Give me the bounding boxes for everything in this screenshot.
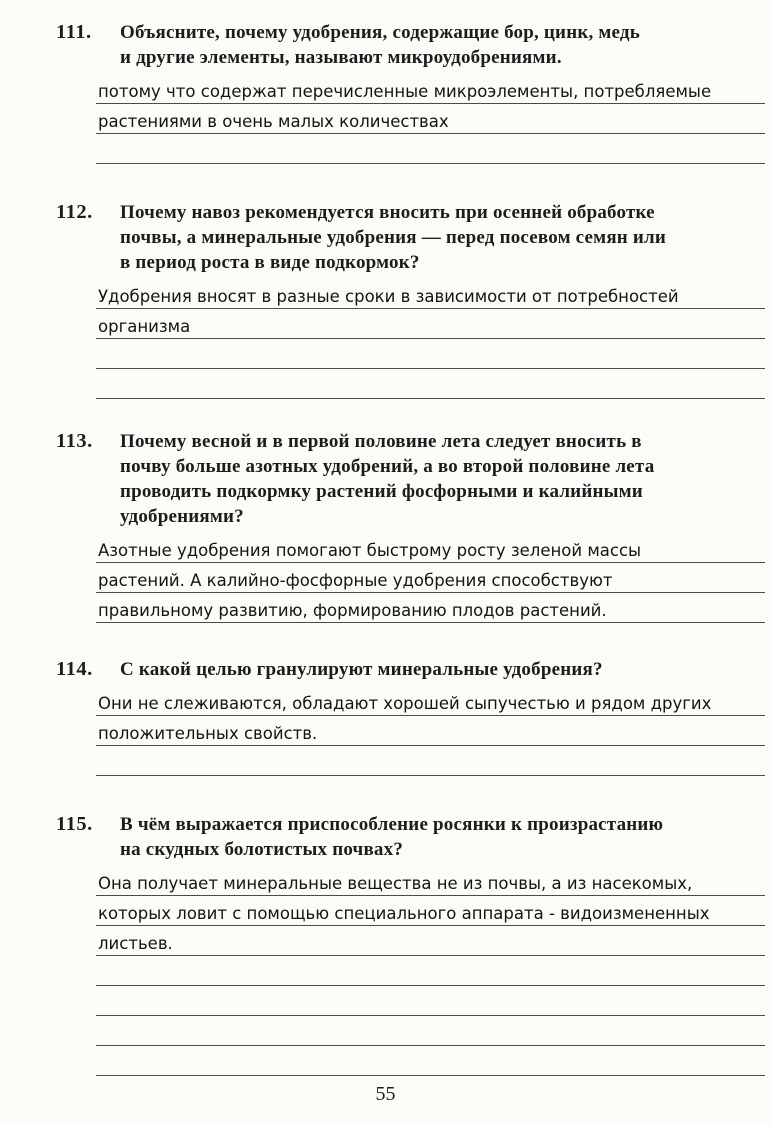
answer-text	[96, 984, 98, 985]
question-111-block	[0, 20, 771, 164]
question-text-line: Почему навоз рекомендуется вносить при осенней обработке	[120, 202, 655, 223]
answer-area	[96, 866, 765, 1076]
answer-area	[96, 686, 765, 776]
question-113-block	[0, 429, 771, 623]
answer-text: положительных свойств.	[98, 724, 318, 744]
question-text-line: в период роста в виде подкормок?	[120, 252, 420, 273]
answer-text	[96, 1074, 98, 1075]
question-text-line: удобрениями?	[120, 506, 244, 527]
answer-line	[96, 866, 765, 896]
answer-text: потому что содержат перечисленные микроэлементы, потребляемые	[98, 82, 712, 102]
answer-text	[96, 397, 98, 398]
answer-line	[96, 746, 765, 776]
page-number: 55	[375, 1083, 396, 1105]
answer-line	[96, 279, 765, 309]
answer-area	[96, 533, 765, 623]
answer-line	[96, 134, 765, 164]
answer-line	[96, 716, 765, 746]
question-text-line: В чём выражается приспособление росянки к произрастанию	[120, 814, 664, 835]
answer-text: растениями в очень малых количествах	[98, 112, 449, 132]
question-number: 115.	[56, 813, 93, 835]
answer-line	[96, 956, 765, 986]
question-text-line: Объясните, почему удобрения, содержащие бор, цинк, медь	[120, 22, 640, 43]
answer-line	[96, 593, 765, 623]
answer-text: Она получает минеральные вещества не из почвы, а из насекомых,	[98, 874, 693, 894]
answer-text: которых ловит с помощью специального аппарата - видоизмененных	[98, 904, 710, 924]
question-number: 112.	[56, 201, 93, 223]
answer-line	[96, 533, 765, 563]
question-text	[120, 657, 765, 682]
answer-text	[96, 162, 98, 163]
question-text	[120, 20, 765, 70]
answer-text	[96, 774, 98, 775]
question-text	[120, 812, 765, 862]
answer-line	[96, 986, 765, 1016]
answer-line	[96, 896, 765, 926]
question-text	[120, 429, 765, 529]
answer-area	[96, 74, 765, 164]
answer-line	[96, 309, 765, 339]
question-number: 111.	[56, 21, 92, 43]
question-text-line: и другие элементы, называют микроудобрениями.	[120, 47, 562, 68]
answer-text: правильному развитию, формированию плодов растений.	[98, 601, 607, 621]
answer-text: организма	[98, 317, 191, 337]
answer-text: листьев.	[98, 934, 173, 954]
question-text-line: Почему весной и в первой половине лета следует вносить в	[120, 431, 642, 452]
answer-line	[96, 926, 765, 956]
page-footer	[0, 1082, 771, 1106]
question-112-block	[0, 200, 771, 399]
answer-line	[96, 686, 765, 716]
question-114-block	[0, 657, 771, 776]
answer-text: Азотные удобрения помогают быстрому росту зеленой массы	[98, 541, 642, 561]
question-number: 113.	[56, 430, 93, 452]
question-text	[120, 200, 765, 275]
question-text-line: С какой целью гранулируют минеральные удобрения?	[120, 659, 603, 680]
answer-line	[96, 1016, 765, 1046]
answer-text: Удобрения вносят в разные сроки в зависимости от потребностей	[98, 287, 679, 307]
question-115-block	[0, 812, 771, 1076]
answer-text: Они не слеживаются, обладают хорошей сыпучестью и рядом других	[98, 694, 712, 714]
answer-line	[96, 563, 765, 593]
answer-text	[96, 1044, 98, 1045]
answer-line	[96, 339, 765, 369]
answer-text	[96, 1014, 98, 1015]
question-text-line: почву больше азотных удобрений, а во второй половине лета	[120, 456, 655, 477]
answer-text: растений. А калийно-фосфорные удобрения способствуют	[98, 571, 613, 591]
question-number: 114.	[56, 658, 93, 680]
answer-line	[96, 104, 765, 134]
answer-line	[96, 1046, 765, 1076]
answer-text	[96, 367, 98, 368]
answer-line	[96, 369, 765, 399]
question-text-line: проводить подкормку растений фосфорными и калийными	[120, 481, 643, 502]
answer-line	[96, 74, 765, 104]
question-text-line: почвы, а минеральные удобрения — перед посевом семян или	[120, 227, 667, 248]
answer-area	[96, 279, 765, 399]
question-text-line: на скудных болотистых почвах?	[120, 839, 404, 860]
